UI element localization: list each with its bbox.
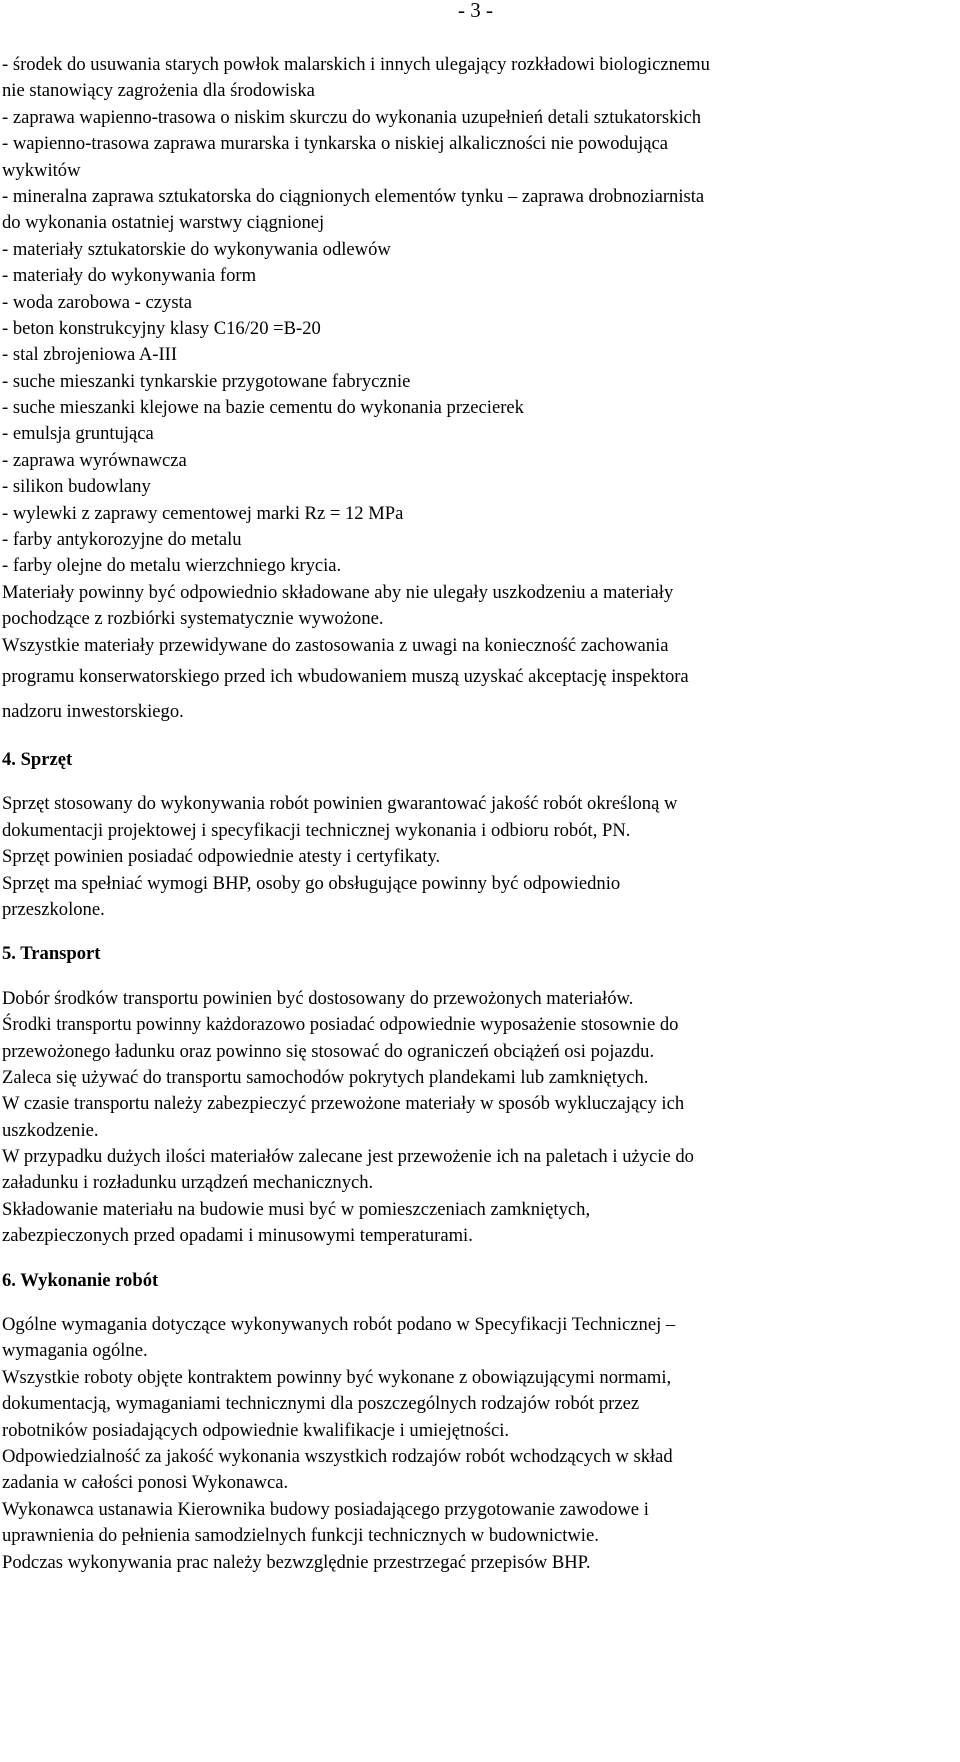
paragraph-line: załadunku i rozładunku urządzeń mechanicznych. — [2, 1172, 374, 1194]
paragraph-line: zadania w całości ponosi Wykonawca. — [2, 1472, 289, 1494]
list-item: - farby olejne do metalu wierzchniego krycia. — [2, 555, 342, 577]
list-item: - beton konstrukcyjny klasy C16/20 =B-20 — [2, 317, 321, 339]
paragraph-line: Wszystkie roboty objęte kontraktem powinny być wykonane z obowiązującymi normami, — [2, 1366, 672, 1388]
list-item: do wykonania ostatniej warstwy ciągnionej — [2, 212, 325, 234]
paragraph-line: dokumentacją, wymaganiami technicznymi dla poszczególnych rodzajów robót przez — [2, 1393, 640, 1415]
list-item: wykwitów — [2, 159, 81, 181]
paragraph-line: programu konserwatorskiego przed ich wbudowaniem muszą uzyskać akceptację inspektora — [2, 665, 689, 687]
paragraph-line: uszkodzenie. — [2, 1119, 99, 1141]
section-heading-equipment: 4. Sprzęt — [2, 748, 73, 770]
section-equipment-body — [2, 791, 954, 923]
list-item: - zaprawa wyrównawcza — [2, 449, 187, 471]
storage-paragraph — [2, 580, 954, 633]
paragraph-line: robotników posiadających odpowiednie kwalifikacje i umiejętności. — [2, 1419, 510, 1441]
list-item: - silikon budowlany — [2, 476, 151, 498]
list-item: - wapienno-trasowa zaprawa murarska i tynkarska o niskiej alkaliczności nie powodująca — [2, 133, 669, 155]
paragraph-line: pochodzące z rozbiórki systematycznie wywożone. — [2, 608, 384, 630]
paragraph-line: Sprzęt powinien posiadać odpowiednie atesty i certyfikaty. — [2, 846, 441, 868]
list-item: - wylewki z zaprawy cementowej marki Rz = 12 MPa — [2, 502, 404, 524]
list-item: - stal zbrojeniowa A-III — [2, 344, 178, 366]
list-item: - emulsja gruntująca — [2, 423, 154, 445]
paragraph-line: Materiały powinny być odpowiednio składowane aby nie ulegały uszkodzeniu a materiały — [2, 581, 674, 603]
section-transport-body — [2, 986, 954, 1250]
paragraph-line: Sprzęt ma spełniać wymogi BHP, osoby go obsługujące powinny być odpowiednio — [2, 872, 621, 894]
list-item: - suche mieszanki klejowe na bazie cementu do wykonania przecierek — [2, 397, 524, 419]
paragraph-line: Składowanie materiału na budowie musi być w pomieszczeniach zamkniętych, — [2, 1198, 591, 1220]
page-number: - 3 - — [458, 0, 493, 22]
paragraph-line: W przypadku dużych ilości materiałów zalecane jest przewożenie ich na paletach i użycie do — [2, 1146, 694, 1168]
list-item: - materiały do wykonywania form — [2, 265, 257, 287]
paragraph-line: Środki transportu powinny każdorazowo posiadać odpowiednie wyposażenie stosownie do — [2, 1014, 679, 1036]
approval-paragraph — [2, 633, 954, 729]
paragraph-line: uprawnienia do pełnienia samodzielnych funkcji technicznych w budownictwie. — [2, 1525, 599, 1547]
paragraph-line: Wszystkie materiały przewidywane do zastosowania z uwagi na konieczność zachowania — [2, 634, 669, 656]
paragraph-line: Ogólne wymagania dotyczące wykonywanych robót podano w Specyfikacji Technicznej – — [2, 1314, 676, 1336]
list-item: - środek do usuwania starych powłok malarskich i innych ulegający rozkładowi biologicznemu — [2, 54, 710, 75]
paragraph-line: przewożonego ładunku oraz powinno się stosować do ograniczeń obciążeń osi pojazdu. — [2, 1040, 655, 1062]
list-item: - zaprawa wapienno-trasowa o niskim skurczu do wykonania uzupełnień detali sztukatorskich — [2, 106, 702, 128]
materials-list — [2, 52, 954, 580]
paragraph-line: dokumentacji projektowej i specyfikacji technicznej wykonania i odbioru robót, PN. — [2, 819, 631, 841]
paragraph-line: nadzoru inwestorskiego. — [2, 700, 184, 722]
paragraph-line: Odpowiedzialność za jakość wykonania wszystkich rodzajów robót wchodzących w skład — [2, 1445, 673, 1467]
paragraph-line: wymagania ogólne. — [2, 1340, 148, 1362]
list-item: - materiały sztukatorskie do wykonywania odlewów — [2, 238, 391, 260]
list-item: - mineralna zaprawa sztukatorska do ciągnionych elementów tynku – zaprawa drobnoziarnista — [2, 185, 705, 207]
list-item: nie stanowiący zagrożenia dla środowiska — [2, 80, 315, 102]
paragraph-line: Sprzęt stosowany do wykonywania robót powinien gwarantować jakość robót określoną w — [2, 793, 678, 815]
section-works-body — [2, 1312, 954, 1576]
paragraph-line: zabezpieczonych przed opadami i minusowymi temperaturami. — [2, 1225, 473, 1247]
list-item: - farby antykorozyjne do metalu — [2, 529, 242, 551]
list-item: - suche mieszanki tynkarskie przygotowane fabrycznie — [2, 370, 411, 392]
section-heading-works: 6. Wykonanie robót — [2, 1269, 159, 1291]
paragraph-line: W czasie transportu należy zabezpieczyć przewożone materiały w sposób wykluczający ich — [2, 1093, 685, 1115]
paragraph-line: przeszkolone. — [2, 898, 105, 920]
list-item: - woda zarobowa - czysta — [2, 291, 192, 313]
paragraph-line: Podczas wykonywania prac należy bezwzględnie przestrzegać przepisów BHP. — [2, 1551, 591, 1573]
paragraph-line: Wykonawca ustanawia Kierownika budowy posiadającego przygotowanie zawodowe i — [2, 1498, 649, 1520]
section-heading-transport: 5. Transport — [2, 943, 101, 965]
paragraph-line: Dobór środków transportu powinien być dostosowany do przewożonych materiałów. — [2, 987, 634, 1009]
document-body — [2, 52, 954, 1576]
paragraph-line: Zaleca się używać do transportu samochodów pokrytych plandekami lub zamkniętych. — [2, 1066, 649, 1088]
